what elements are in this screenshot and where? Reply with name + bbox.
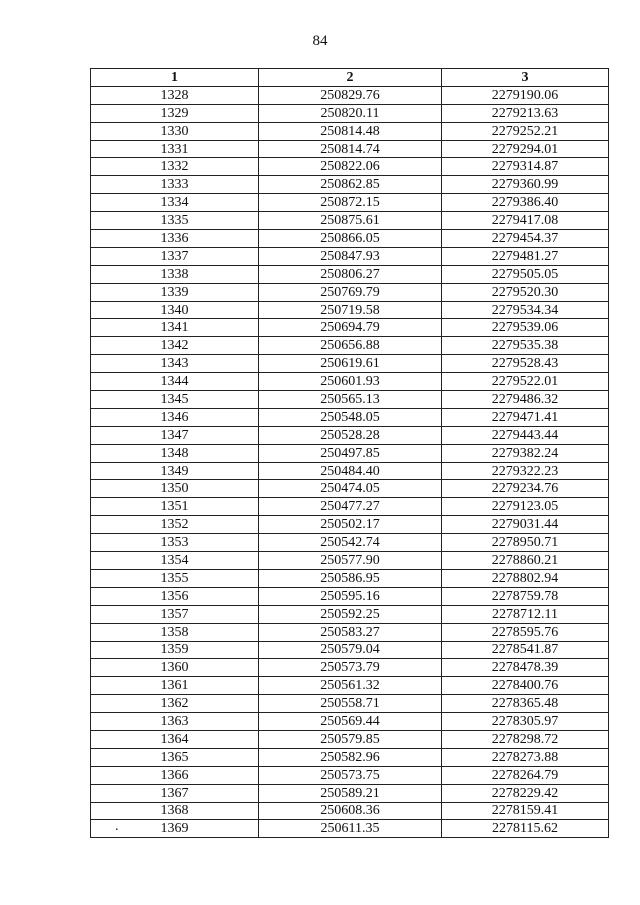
y-coordinate-cell: 2279520.30 <box>442 283 609 301</box>
point-number-cell: 1359 <box>91 641 259 659</box>
y-coordinate-cell: 2278400.76 <box>442 677 609 695</box>
table-row <box>91 301 609 319</box>
x-coordinate-cell: 250579.85 <box>259 730 442 748</box>
x-coordinate-cell: 250586.95 <box>259 569 442 587</box>
table-row <box>91 802 609 820</box>
point-number-cell: 1354 <box>91 552 259 570</box>
point-number-cell: 1368 <box>91 802 259 820</box>
x-coordinate-cell: 250820.11 <box>259 104 442 122</box>
x-coordinate-cell: 250619.61 <box>259 355 442 373</box>
x-coordinate-cell: 250822.06 <box>259 158 442 176</box>
table-row <box>91 516 609 534</box>
x-coordinate-cell: 250656.88 <box>259 337 442 355</box>
point-number-cell: 1340 <box>91 301 259 319</box>
y-coordinate-cell: 2279486.32 <box>442 391 609 409</box>
point-number-cell: 1328 <box>91 86 259 104</box>
table-row <box>91 677 609 695</box>
table-row <box>91 534 609 552</box>
x-coordinate-cell: 250847.93 <box>259 247 442 265</box>
table-row <box>91 713 609 731</box>
y-coordinate-cell: 2279031.44 <box>442 516 609 534</box>
y-coordinate-cell: 2279322.23 <box>442 462 609 480</box>
x-coordinate-cell: 250497.85 <box>259 444 442 462</box>
point-number-cell: 1334 <box>91 194 259 212</box>
table-row <box>91 784 609 802</box>
y-coordinate-cell: 2279522.01 <box>442 373 609 391</box>
point-number-cell: 1344 <box>91 373 259 391</box>
table-row <box>91 820 609 838</box>
point-number-cell: 1351 <box>91 498 259 516</box>
column-header-2: 2 <box>259 69 442 87</box>
table-row <box>91 498 609 516</box>
x-coordinate-cell: 250806.27 <box>259 265 442 283</box>
y-coordinate-cell: 2278860.21 <box>442 552 609 570</box>
x-coordinate-cell: 250829.76 <box>259 86 442 104</box>
point-number-cell: 1356 <box>91 587 259 605</box>
point-number-cell: 1332 <box>91 158 259 176</box>
point-number-cell: 1346 <box>91 408 259 426</box>
x-coordinate-cell: 250814.48 <box>259 122 442 140</box>
point-number-cell: 1352 <box>91 516 259 534</box>
table-row <box>91 230 609 248</box>
table-row <box>91 265 609 283</box>
table-row <box>91 426 609 444</box>
x-coordinate-cell: 250579.04 <box>259 641 442 659</box>
table-row <box>91 552 609 570</box>
x-coordinate-cell: 250589.21 <box>259 784 442 802</box>
table-row <box>91 122 609 140</box>
y-coordinate-cell: 2278478.39 <box>442 659 609 677</box>
y-coordinate-cell: 2278229.42 <box>442 784 609 802</box>
table-row <box>91 194 609 212</box>
x-coordinate-cell: 250569.44 <box>259 713 442 731</box>
x-coordinate-cell: 250601.93 <box>259 373 442 391</box>
stray-mark: . <box>115 819 119 834</box>
point-number-cell: 1358 <box>91 623 259 641</box>
point-number-cell: 1345 <box>91 391 259 409</box>
y-coordinate-cell: 2279360.99 <box>442 176 609 194</box>
table-row <box>91 373 609 391</box>
y-coordinate-cell: 2279213.63 <box>442 104 609 122</box>
x-coordinate-cell: 250577.90 <box>259 552 442 570</box>
point-number-cell: 1349 <box>91 462 259 480</box>
x-coordinate-cell: 250477.27 <box>259 498 442 516</box>
y-coordinate-cell: 2279252.21 <box>442 122 609 140</box>
x-coordinate-cell: 250528.28 <box>259 426 442 444</box>
y-coordinate-cell: 2279190.06 <box>442 86 609 104</box>
table-row <box>91 408 609 426</box>
point-number-cell: 1367 <box>91 784 259 802</box>
point-number-cell: 1331 <box>91 140 259 158</box>
table-row <box>91 462 609 480</box>
point-number-cell: 1357 <box>91 605 259 623</box>
y-coordinate-cell: 2278802.94 <box>442 569 609 587</box>
point-number-cell: 1329 <box>91 104 259 122</box>
table-row <box>91 283 609 301</box>
table-row <box>91 391 609 409</box>
header-row <box>91 69 609 87</box>
x-coordinate-cell: 250694.79 <box>259 319 442 337</box>
x-coordinate-cell: 250561.32 <box>259 677 442 695</box>
x-coordinate-cell: 250558.71 <box>259 695 442 713</box>
x-coordinate-cell: 250573.75 <box>259 766 442 784</box>
y-coordinate-cell: 2278159.41 <box>442 802 609 820</box>
y-coordinate-cell: 2279471.41 <box>442 408 609 426</box>
y-coordinate-cell: 2278365.48 <box>442 695 609 713</box>
table-row <box>91 86 609 104</box>
x-coordinate-cell: 250595.16 <box>259 587 442 605</box>
point-number-cell: 1353 <box>91 534 259 552</box>
point-number-cell: 1350 <box>91 480 259 498</box>
x-coordinate-cell: 250583.27 <box>259 623 442 641</box>
table-row <box>91 176 609 194</box>
x-coordinate-cell: 250608.36 <box>259 802 442 820</box>
x-coordinate-cell: 250719.58 <box>259 301 442 319</box>
coordinates-table <box>90 68 609 838</box>
point-number-cell: 1355 <box>91 569 259 587</box>
point-number-cell: 1333 <box>91 176 259 194</box>
y-coordinate-cell: 2279417.08 <box>442 212 609 230</box>
x-coordinate-cell: 250592.25 <box>259 605 442 623</box>
table-row <box>91 641 609 659</box>
point-number-cell: 1342 <box>91 337 259 355</box>
table-header <box>91 69 609 87</box>
x-coordinate-cell: 250565.13 <box>259 391 442 409</box>
table-row <box>91 480 609 498</box>
table-row <box>91 158 609 176</box>
table-row <box>91 748 609 766</box>
table-row <box>91 569 609 587</box>
y-coordinate-cell: 2279443.44 <box>442 426 609 444</box>
point-number-cell: 1365 <box>91 748 259 766</box>
y-coordinate-cell: 2278759.78 <box>442 587 609 605</box>
column-header-1: 1 <box>91 69 259 87</box>
x-coordinate-cell: 250866.05 <box>259 230 442 248</box>
table-row <box>91 444 609 462</box>
x-coordinate-cell: 250872.15 <box>259 194 442 212</box>
x-coordinate-cell: 250611.35 <box>259 820 442 838</box>
table-row <box>91 319 609 337</box>
table-row <box>91 766 609 784</box>
y-coordinate-cell: 2279314.87 <box>442 158 609 176</box>
point-number-cell: 1369 <box>91 820 259 838</box>
y-coordinate-cell: 2279535.38 <box>442 337 609 355</box>
y-coordinate-cell: 2279534.34 <box>442 301 609 319</box>
y-coordinate-cell: 2278595.76 <box>442 623 609 641</box>
point-number-cell: 1337 <box>91 247 259 265</box>
y-coordinate-cell: 2278115.62 <box>442 820 609 838</box>
y-coordinate-cell: 2279294.01 <box>442 140 609 158</box>
table-body <box>91 86 609 837</box>
point-number-cell: 1330 <box>91 122 259 140</box>
table-row <box>91 355 609 373</box>
point-number-cell: 1364 <box>91 730 259 748</box>
point-number-cell: 1343 <box>91 355 259 373</box>
point-number-cell: 1339 <box>91 283 259 301</box>
table-row <box>91 695 609 713</box>
table-row <box>91 140 609 158</box>
table-row <box>91 247 609 265</box>
point-number-cell: 1360 <box>91 659 259 677</box>
point-number-cell: 1336 <box>91 230 259 248</box>
y-coordinate-cell: 2279539.06 <box>442 319 609 337</box>
point-number-cell: 1347 <box>91 426 259 444</box>
y-coordinate-cell: 2278305.97 <box>442 713 609 731</box>
point-number-cell: 1363 <box>91 713 259 731</box>
y-coordinate-cell: 2279505.05 <box>442 265 609 283</box>
y-coordinate-cell: 2279481.27 <box>442 247 609 265</box>
x-coordinate-cell: 250502.17 <box>259 516 442 534</box>
table-row <box>91 730 609 748</box>
page-number: 84 <box>312 33 328 49</box>
y-coordinate-cell: 2279123.05 <box>442 498 609 516</box>
point-number-cell: 1335 <box>91 212 259 230</box>
y-coordinate-cell: 2278541.87 <box>442 641 609 659</box>
point-number-cell: 1361 <box>91 677 259 695</box>
point-number-cell: 1338 <box>91 265 259 283</box>
x-coordinate-cell: 250769.79 <box>259 283 442 301</box>
x-coordinate-cell: 250814.74 <box>259 140 442 158</box>
y-coordinate-cell: 2278264.79 <box>442 766 609 784</box>
point-number-cell: 1366 <box>91 766 259 784</box>
column-header-3: 3 <box>442 69 609 87</box>
y-coordinate-cell: 2278273.88 <box>442 748 609 766</box>
table-row <box>91 659 609 677</box>
y-coordinate-cell: 2279234.76 <box>442 480 609 498</box>
point-number-cell: 1348 <box>91 444 259 462</box>
table-row <box>91 605 609 623</box>
x-coordinate-cell: 250875.61 <box>259 212 442 230</box>
x-coordinate-cell: 250548.05 <box>259 408 442 426</box>
y-coordinate-cell: 2279528.43 <box>442 355 609 373</box>
x-coordinate-cell: 250484.40 <box>259 462 442 480</box>
y-coordinate-cell: 2278950.71 <box>442 534 609 552</box>
table-row <box>91 104 609 122</box>
table-row <box>91 212 609 230</box>
x-coordinate-cell: 250582.96 <box>259 748 442 766</box>
x-coordinate-cell: 250573.79 <box>259 659 442 677</box>
table-row <box>91 337 609 355</box>
point-number-cell: 1362 <box>91 695 259 713</box>
y-coordinate-cell: 2278298.72 <box>442 730 609 748</box>
y-coordinate-cell: 2279386.40 <box>442 194 609 212</box>
y-coordinate-cell: 2279382.24 <box>442 444 609 462</box>
x-coordinate-cell: 250474.05 <box>259 480 442 498</box>
y-coordinate-cell: 2278712.11 <box>442 605 609 623</box>
x-coordinate-cell: 250862.85 <box>259 176 442 194</box>
table-row <box>91 623 609 641</box>
y-coordinate-cell: 2279454.37 <box>442 230 609 248</box>
point-number-cell: 1341 <box>91 319 259 337</box>
table-row <box>91 587 609 605</box>
x-coordinate-cell: 250542.74 <box>259 534 442 552</box>
